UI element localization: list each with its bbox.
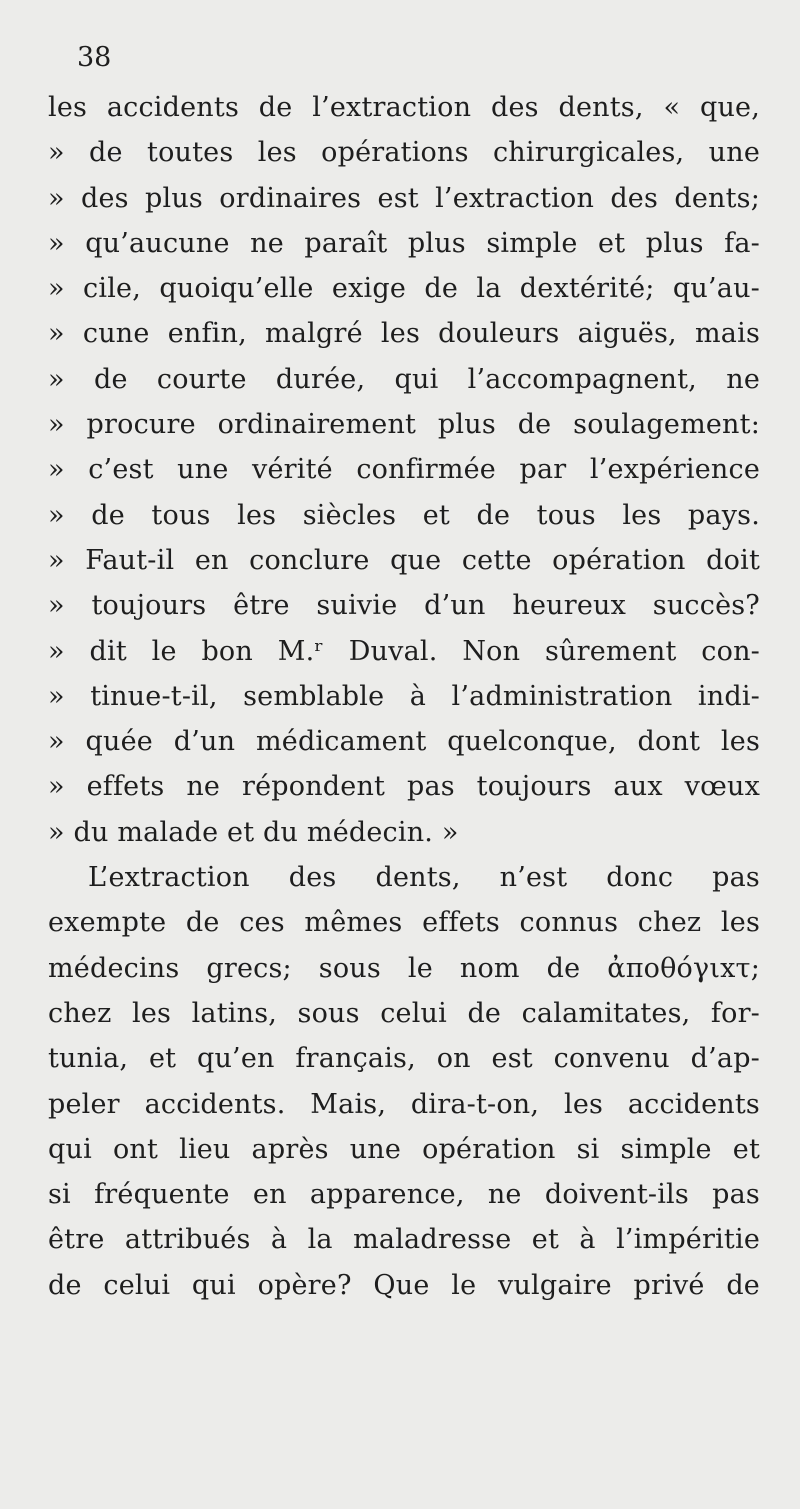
- text-line: » du malade et du médecin. »: [48, 816, 459, 848]
- text-line: » toujours être suivie d’un heureux succès?: [48, 590, 760, 622]
- text-line: les accidents de l’extraction des dents, « que,: [48, 92, 760, 123]
- text-line: de celui qui opère? Que le vulgaire privé de: [48, 1269, 760, 1301]
- text-line: » de tous les siècles et de tous les pays.: [48, 499, 760, 531]
- page-number: 38: [77, 42, 112, 73]
- text-line: être attribués à la maladresse et à l’impéritie: [48, 1224, 760, 1256]
- text-line: » de toutes les opérations chirurgicales, une: [48, 137, 760, 169]
- text-line: » cile, quoiqu’elle exige de la dextérité; qu’au-: [48, 273, 760, 305]
- body-text: [48, 85, 760, 1308]
- text-line: » dit le bon M.ʳ Duval. Non sûrement con-: [48, 635, 760, 667]
- text-line: » quée d’un médicament quelconque, dont les: [48, 726, 760, 758]
- text-line: si fréquente en apparence, ne doivent-ils pas: [48, 1179, 760, 1211]
- text-line: exempte de ces mêmes effets connus chez les: [48, 907, 760, 939]
- text-line: peler accidents. Mais, dira-t-on, les accidents: [48, 1088, 760, 1120]
- text-line: » effets ne répondent pas toujours aux vœux: [48, 771, 760, 803]
- text-line: tunia, et qu’en français, on est convenu d’ap-: [48, 1043, 760, 1075]
- text-line: » procure ordinairement plus de soulagement:: [48, 409, 760, 441]
- text-line: chez les latins, sous celui de calamitates, for-: [48, 997, 760, 1029]
- text-line-paragraph-start: L’extraction des dents, n’est donc pas: [88, 862, 760, 894]
- text-line: » Faut-il en conclure que cette opération doit: [48, 544, 760, 576]
- text-line: » cune enfin, malgré les douleurs aiguës, mais: [48, 318, 760, 350]
- text-line: médecins grecs; sous le nom de ἀποθόγιxτ;: [48, 952, 760, 984]
- text-line: qui ont lieu après une opération si simple et: [48, 1133, 760, 1165]
- text-line: » c’est une vérité confirmée par l’expérience: [48, 454, 760, 486]
- text-line: » des plus ordinaires est l’extraction des dents;: [48, 182, 760, 214]
- text-line: » qu’aucune ne paraît plus simple et plus fa-: [48, 227, 760, 259]
- text-line: » tinue-t-il, semblable à l’administration indi-: [48, 680, 760, 712]
- text-line: » de courte durée, qui l’accompagnent, ne: [48, 363, 760, 395]
